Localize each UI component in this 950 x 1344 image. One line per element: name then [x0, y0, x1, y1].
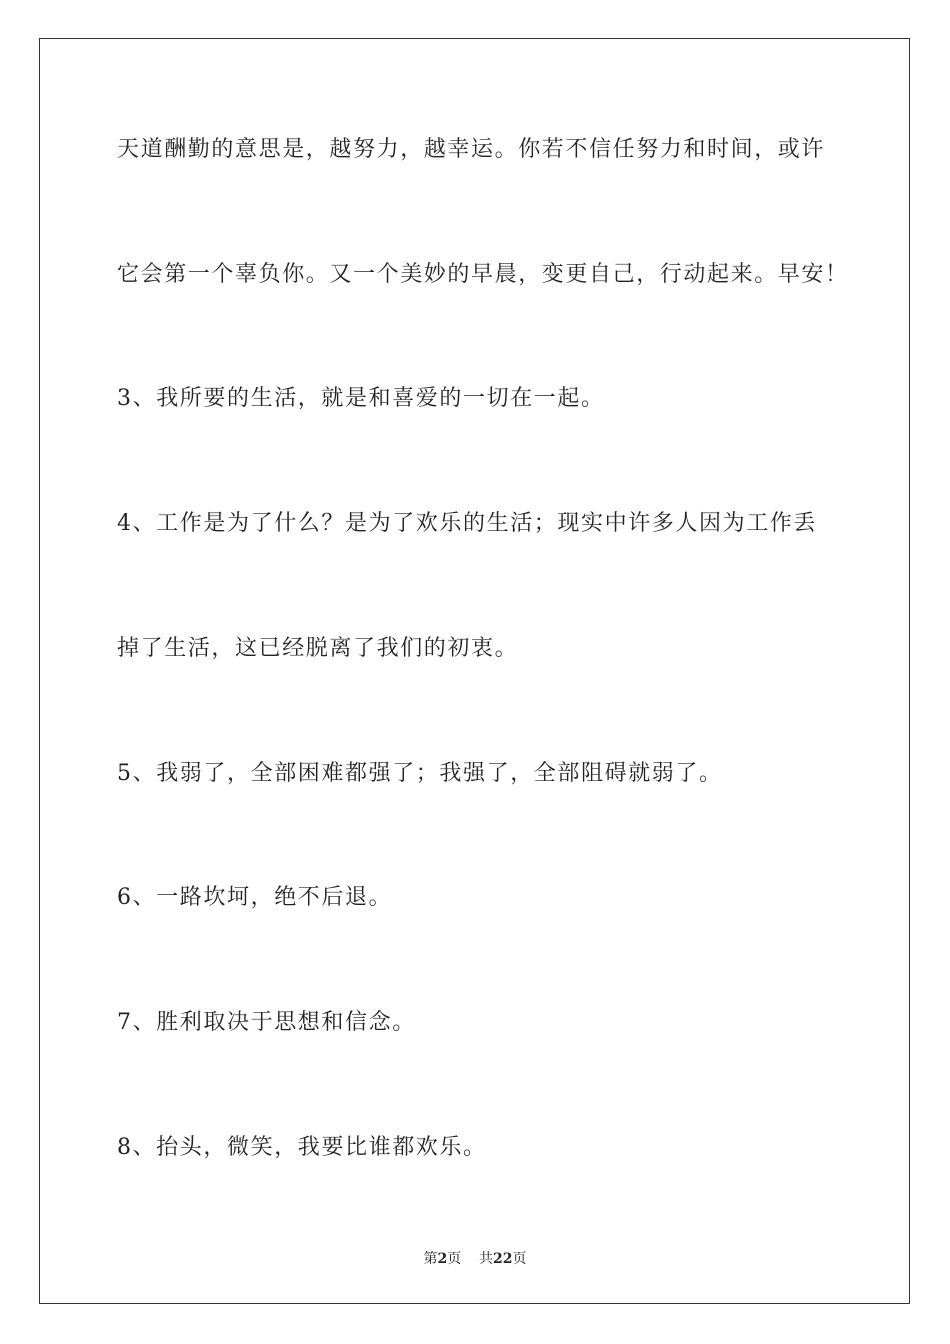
body-text-line: 5、我弱了，全部困难都强了；我强了，全部阻碍就弱了。 [117, 761, 723, 786]
body-text-line: 天道酬勤的意思是，越努力，越幸运。你若不信任努力和时间，或许 [117, 137, 826, 162]
page-prefix: 第 [423, 1251, 438, 1267]
current-page-number: 2 [437, 1251, 448, 1267]
page-unit: 页 [447, 1251, 462, 1267]
body-text-line: 3、我所要的生活，就是和喜爱的一切在一起。 [117, 386, 605, 411]
total-page-count: 22 [493, 1251, 513, 1267]
page-frame [39, 38, 910, 1304]
body-text-line: 它会第一个辜负你。又一个美妙的早晨，变更自己，行动起来。早安！ [117, 262, 849, 287]
page-footer [0, 1248, 950, 1268]
body-text-line: 4、工作是为了什么？是为了欢乐的生活；现实中许多人因为工作丢 [117, 511, 817, 536]
body-text-line: 7、胜利取决于思想和信念。 [117, 1010, 416, 1035]
total-prefix: 共 [479, 1251, 494, 1267]
total-unit: 页 [512, 1251, 527, 1267]
body-text-line: 6、一路坎坷，绝不后退。 [117, 885, 393, 910]
body-text-line: 8、抬头，微笑，我要比谁都欢乐。 [117, 1135, 487, 1160]
body-text-line: 掉了生活，这已经脱离了我们的初衷。 [117, 636, 519, 661]
